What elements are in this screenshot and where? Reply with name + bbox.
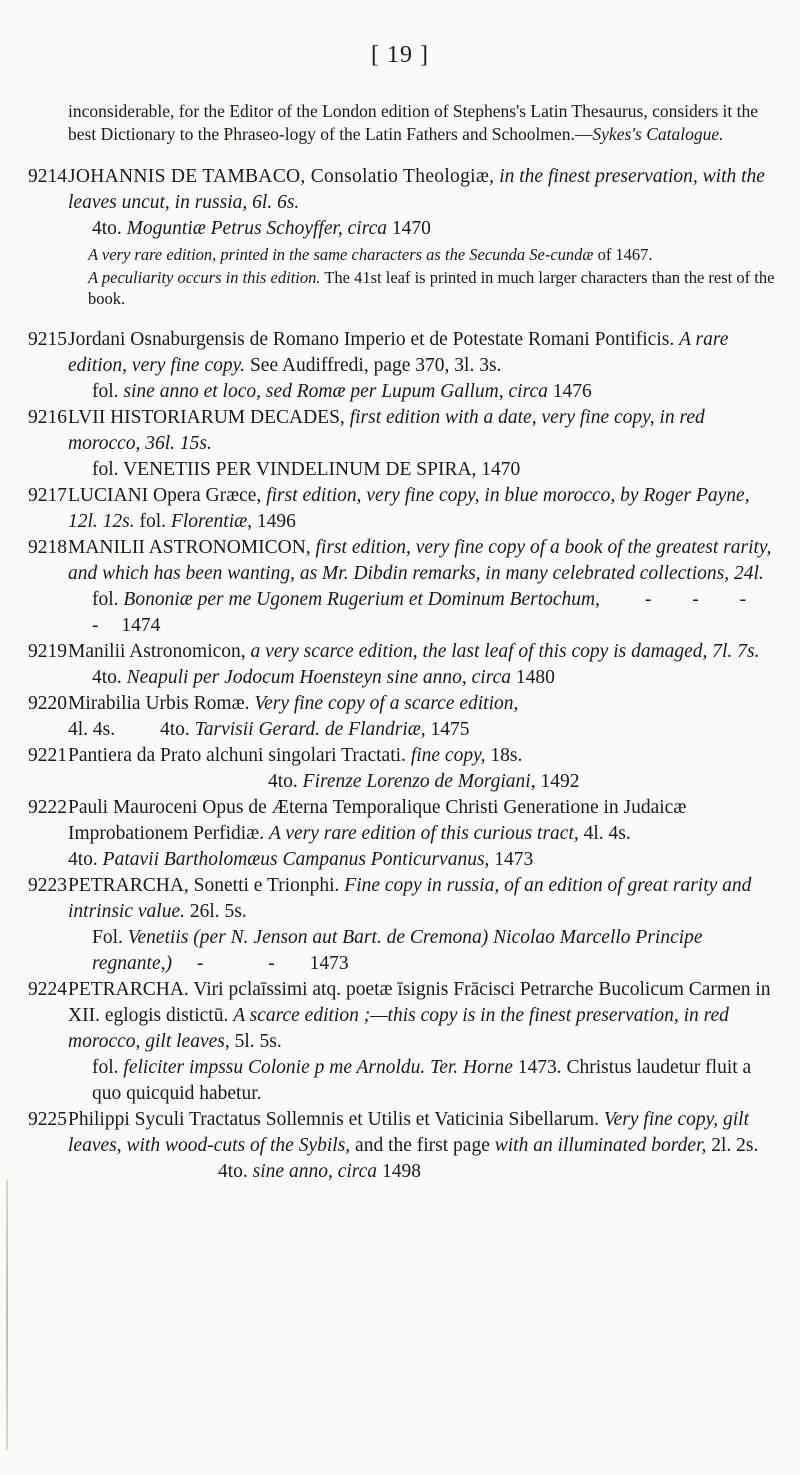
lot-number: 9224 [28, 979, 67, 1000]
entry-year: 1473 [309, 953, 349, 974]
entry-title: MANILII ASTRONOMICON, [68, 537, 311, 558]
entry-title: JOHANNIS DE TAMBACO, Consolatio Theologiæ, [68, 166, 495, 187]
entry-imprint-text: Moguntiæ Petrus Schoyffer, circa [126, 218, 387, 239]
lot-number: 9219 [28, 641, 67, 662]
entry-description: A very rare edition of this curious tract, [268, 823, 579, 844]
entry-format: fol. [92, 1057, 119, 1078]
entry-description: fine copy, [410, 745, 486, 766]
entry-title: Philippi Syculi Tractatus Sollemnis et Utilis et Vaticinia Sibellarum. [68, 1109, 600, 1130]
intro-text: inconsiderable, for the Editor of the London edition of Stephens's Latin Thesaurus, considers it the best Dictionary to the Phraseo-logy of the Latin Fathers and Schoolmen.— [68, 101, 759, 144]
entry-note [68, 267, 780, 309]
page-edge-shadow [6, 1180, 8, 1450]
entry-description: first edition, very fine copy, in blue morocco, by Roger Payne, 12l. 12s. [68, 485, 750, 532]
entry-extra: 4l. 4s. [68, 719, 116, 740]
lot-number: 9222 [28, 797, 67, 818]
entry-imprint [68, 925, 780, 977]
note-italic: A peculiarity occurs in this edition. [88, 268, 321, 287]
page-text [28, 100, 780, 1185]
entry-title: Manilii Astronomicon, [68, 641, 246, 662]
catalogue-entry [28, 483, 780, 535]
entry-format: fol. [92, 589, 119, 610]
lot-number: 9214 [28, 166, 67, 187]
entry-description-3: with an illuminated border, [494, 1135, 707, 1156]
entry-description: in the finest preservation, with the leaves uncut, in russia, 6l. 6s. [68, 166, 765, 213]
entry-year: 1474 [121, 615, 161, 636]
entry-description: A scarce edition ;—this copy is in the finest preservation, in red morocco, gilt leaves, [68, 1005, 729, 1052]
lot-number: 9215 [28, 329, 67, 350]
entry-year: 1470 [481, 459, 521, 480]
lot-number: 9218 [28, 537, 67, 558]
entry-extra: 4l. 4s. [583, 823, 631, 844]
entry-description: first edition with a date, very fine copy, in red morocco, 36l. 15s. [68, 407, 705, 454]
entry-imprint-text: Venetiis (per N. Jenson aut Bart. de Cremona) Nicolao Marcello Principe regnante,) [92, 927, 703, 974]
entry-year: 1470 [391, 218, 431, 239]
entry-imprint-text: Patavii Bartholomæus Campanus Ponticurvanus, [102, 849, 490, 870]
entry-title: Mirabilia Urbis Romæ. [68, 693, 250, 714]
entry-imprint-text: sine anno, circa [252, 1161, 378, 1182]
entry-imprint-text: VENETIIS PER VINDELINUM DE SPIRA, [123, 459, 477, 480]
entry-description: Fine copy in russia, of an edition of great rarity and intrinsic value. [68, 875, 752, 922]
catalogue-entry [28, 743, 780, 795]
page-number: [ 19 ] [371, 42, 429, 68]
catalogue-entry [28, 977, 780, 1107]
lot-number: 9225 [28, 1109, 67, 1130]
catalogue-entry [28, 405, 780, 483]
entry-year: 1476 [552, 381, 592, 402]
entry-description: Very fine copy of a scarce edition, [254, 693, 519, 714]
entry-year: 1496 [256, 511, 296, 532]
entry-year: 1473 [494, 849, 534, 870]
entry-imprint [68, 587, 780, 639]
entry-extra: 26l. 5s. [189, 901, 247, 922]
note-text: of 1467. [597, 245, 653, 264]
entry-title: Jordani Osnaburgensis de Romano Imperio et de Potestate Romani Pontificis. [68, 329, 675, 350]
entry-imprint [68, 379, 780, 405]
entry-imprint [68, 665, 780, 691]
catalogue-entry [28, 795, 780, 873]
entry-format: fol. [139, 511, 167, 532]
entry-format: 4to. [218, 1161, 248, 1182]
entry-colophon: 1473. Christus laudetur fluit a quo quicquid habetur. [92, 1057, 752, 1104]
entry-format: 4to. [92, 218, 122, 239]
lot-number: 9216 [28, 407, 67, 428]
entry-format: 4to. [68, 849, 98, 870]
entry-title: Pantiera da Prato alchuni singolari Tractati. [68, 745, 406, 766]
entry-extra: 18s. [490, 745, 523, 766]
lot-number: 9223 [28, 875, 67, 896]
entry-imprint [68, 216, 780, 242]
entry-format: fol. [92, 459, 119, 480]
entry-format: 4to. [268, 771, 298, 792]
entry-imprint-text: Tarvisii Gerard. de Flandriæ, [194, 719, 426, 740]
entry-extra: 2l. 2s. [711, 1135, 759, 1156]
entry-imprint [68, 717, 780, 743]
entry-imprint-text: sine anno et loco, sed Romæ per Lupum Gallum, circa [123, 381, 548, 402]
entry-imprint [68, 769, 780, 795]
note-italic: A very rare edition, printed in the same characters as the Secunda Se-cundæ [88, 245, 594, 264]
catalogue-entry [28, 691, 780, 743]
entry-description: first edition, very fine copy of a book of the greatest rarity, and which has been wanting, as Mr. Dibdin remarks, in many celebrated collections, 24l. [68, 537, 772, 584]
entry-title: Pauli Mauroceni Opus de Æterna Temporalique Christi Generatione in Judaicæ Improbationem Perfidiæ. [68, 797, 687, 844]
entry-extra: See Audiffredi, page 370, 3l. 3s. [249, 355, 502, 376]
lot-number: 9221 [28, 745, 67, 766]
note-text: The 41st leaf is printed in much larger characters than the rest of the book. [88, 268, 775, 308]
entry-imprint-text: Firenze Lorenzo de Morgiani, [302, 771, 536, 792]
entry-description: Very fine copy, gilt leaves, with wood-cuts of the Sybils, [68, 1109, 750, 1156]
entry-imprint-text: Florentiæ, [170, 511, 253, 532]
entry-imprint [68, 847, 780, 873]
entry-year: 1492 [540, 771, 580, 792]
entry-format: Fol. [92, 927, 123, 948]
catalogue-entry [28, 327, 780, 405]
entry-note [68, 244, 780, 265]
catalogue-entry [28, 535, 780, 639]
catalogue-entry [28, 164, 780, 309]
entry-imprint-text: feliciter impssu Colonie p me Arnoldu. Ter. Horne [123, 1057, 513, 1078]
entry-format: fol. [92, 381, 119, 402]
entry-title: PETRARCHA. Viri pclaīssimi atq. poetæ īsignis Frācisci Petrarche Bucolicum Carmen in XII. eglogis distictū. [68, 979, 771, 1026]
entry-title: PETRARCHA, Sonetti e Trionphi. [68, 875, 340, 896]
entry-dashes: - - - - [92, 589, 765, 636]
entry-imprint-text: Neapuli per Jodocum Hoensteyn sine anno, circa [126, 667, 511, 688]
entry-year: 1480 [515, 667, 555, 688]
entry-extra: 5l. 5s. [234, 1031, 282, 1052]
lot-number: 9220 [28, 693, 67, 714]
entry-imprint-text: Bononiæ per me Ugonem Rugerium et Dominum Bertochum, [123, 589, 601, 610]
lot-number: 9217 [28, 485, 67, 506]
entry-description: a very scarce edition, the last leaf of this copy is damaged, 7l. 7s. [250, 641, 760, 662]
entry-title: LVII HISTORIARUM DECADES, [68, 407, 345, 428]
intro-source: Sykes's Catalogue. [592, 124, 724, 144]
catalogue-entry [28, 873, 780, 977]
entry-format: 4to. [160, 719, 190, 740]
entry-year: 1475 [430, 719, 470, 740]
entry-description: A rare edition, very fine copy. [68, 329, 729, 376]
entry-dashes: - - [196, 953, 305, 974]
entry-description-2: and the first page [355, 1135, 490, 1156]
catalogue-entry [28, 1107, 780, 1185]
entry-imprint [68, 457, 780, 483]
entry-imprint [68, 1055, 780, 1107]
catalogue-entry [28, 639, 780, 691]
entry-year: 1498 [381, 1161, 421, 1182]
entry-title: LUCIANI Opera Græce, [68, 485, 262, 506]
entry-format: 4to. [92, 667, 122, 688]
intro-paragraph [28, 100, 780, 146]
